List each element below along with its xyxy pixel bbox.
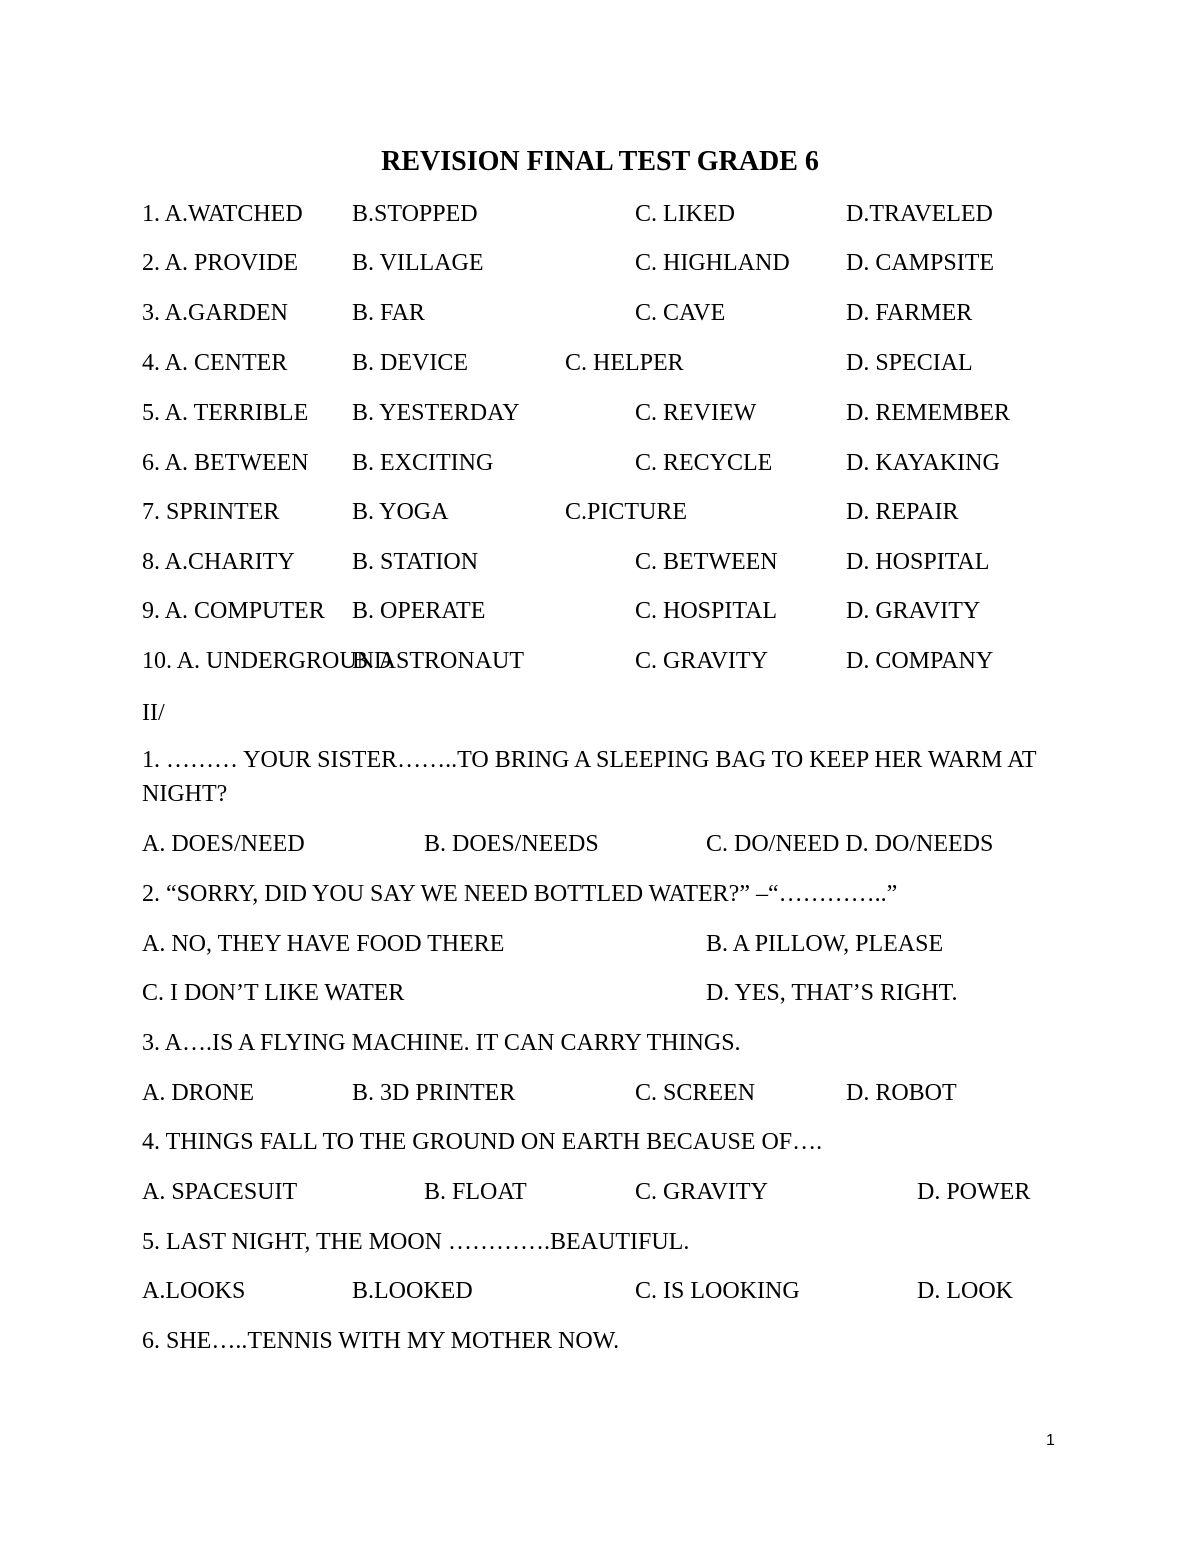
- option-b: B. FAR: [352, 300, 425, 326]
- option-d: D. ROBOT: [846, 1080, 957, 1106]
- option-d: D. LOOK: [917, 1278, 1013, 1304]
- option-b: B. OPERATE: [352, 598, 486, 624]
- option-a: A.LOOKS: [142, 1278, 246, 1304]
- question-2: 2. “SORRY, DID YOU SAY WE NEED BOTTLED WATER?” –“…………..”: [142, 881, 898, 907]
- question-6: 6. SHE…..TENNIS WITH MY MOTHER NOW.: [142, 1328, 620, 1354]
- option-c: C. HIGHLAND: [635, 250, 790, 276]
- option-d: D. COMPANY: [846, 648, 994, 674]
- option-d: D. SPECIAL: [846, 350, 973, 376]
- option-a: 4. A. CENTER: [142, 350, 288, 376]
- option-d: D. CAMPSITE: [846, 250, 995, 276]
- option-d: D. GRAVITY: [846, 598, 981, 624]
- option-a: A. DRONE: [142, 1080, 254, 1106]
- option-a: 7. SPRINTER: [142, 499, 280, 525]
- option-c: C.PICTURE: [565, 499, 688, 525]
- option-a: 3. A.GARDEN: [142, 300, 289, 326]
- question-1: 1. ……… YOUR SISTER……..TO BRING A SLEEPING BAG TO KEEP HER WARM AT NIGHT?: [142, 747, 1037, 807]
- question-5: 5. LAST NIGHT, THE MOON ………….BEAUTIFUL.: [142, 1229, 690, 1255]
- option-d: D. YES, THAT’S RIGHT.: [706, 980, 958, 1006]
- option-b: B.LOOKED: [352, 1278, 473, 1304]
- option-a: 9. A. COMPUTER: [142, 598, 325, 624]
- option-a: 8. A.CHARITY: [142, 549, 295, 575]
- option-b: B. DOES/NEEDS: [424, 831, 599, 857]
- option-c: C. LIKED: [635, 201, 735, 227]
- option-a: 1. A.WATCHED: [142, 201, 303, 227]
- option-c: C. REVIEW: [635, 400, 757, 426]
- option-d: D. HOSPITAL: [846, 549, 990, 575]
- option-b: B. FLOAT: [424, 1179, 527, 1205]
- option-c: C. GRAVITY: [635, 1179, 768, 1205]
- option-b: B. YOGA: [352, 499, 449, 525]
- option-d: D. REPAIR: [846, 499, 959, 525]
- question-3: 3. A….IS A FLYING MACHINE. IT CAN CARRY THINGS.: [142, 1030, 741, 1056]
- option-c: C. CAVE: [635, 300, 726, 326]
- page-number: 1: [1046, 1432, 1055, 1449]
- option-b: B. VILLAGE: [352, 250, 484, 276]
- option-b: B. STATION: [352, 549, 479, 575]
- option-b: B. A PILLOW, PLEASE: [706, 931, 944, 957]
- option-b: B.STOPPED: [352, 201, 478, 227]
- option-a: A. DOES/NEED: [142, 831, 305, 857]
- option-d: D. KAYAKING: [846, 450, 1000, 476]
- option-c: C. IS LOOKING: [635, 1278, 800, 1304]
- option-d: D.TRAVELED: [846, 201, 993, 227]
- option-d: D. FARMER: [846, 300, 973, 326]
- option-d: D. POWER: [917, 1179, 1031, 1205]
- option-a: 6. A. BETWEEN: [142, 450, 309, 476]
- option-b: B. ASTRONAUT: [352, 648, 525, 674]
- option-a: A. NO, THEY HAVE FOOD THERE: [142, 931, 505, 957]
- option-c: C. GRAVITY: [635, 648, 768, 674]
- option-a: 2. A. PROVIDE: [142, 250, 299, 276]
- option-b: B. 3D PRINTER: [352, 1080, 516, 1106]
- option-a: 5. A. TERRIBLE: [142, 400, 309, 426]
- option-c-d: C. DO/NEED D. DO/NEEDS: [706, 831, 994, 857]
- option-a: 10. A. UNDERGROUND: [142, 648, 392, 674]
- option-c: C. RECYCLE: [635, 450, 773, 476]
- option-c: C. HOSPITAL: [635, 598, 778, 624]
- question-4: 4. THINGS FALL TO THE GROUND ON EARTH BECAUSE OF….: [142, 1129, 823, 1155]
- option-c: C. HELPER: [565, 350, 684, 376]
- option-d: D. REMEMBER: [846, 400, 1011, 426]
- option-c: C. I DON’T LIKE WATER: [142, 980, 405, 1006]
- option-a: A. SPACESUIT: [142, 1179, 298, 1205]
- page-title: REVISION FINAL TEST GRADE 6: [381, 146, 819, 177]
- option-b: B. YESTERDAY: [352, 400, 520, 426]
- option-b: B. DEVICE: [352, 350, 468, 376]
- option-b: B. EXCITING: [352, 450, 494, 476]
- option-c: C. SCREEN: [635, 1080, 756, 1106]
- option-c: C. BETWEEN: [635, 549, 778, 575]
